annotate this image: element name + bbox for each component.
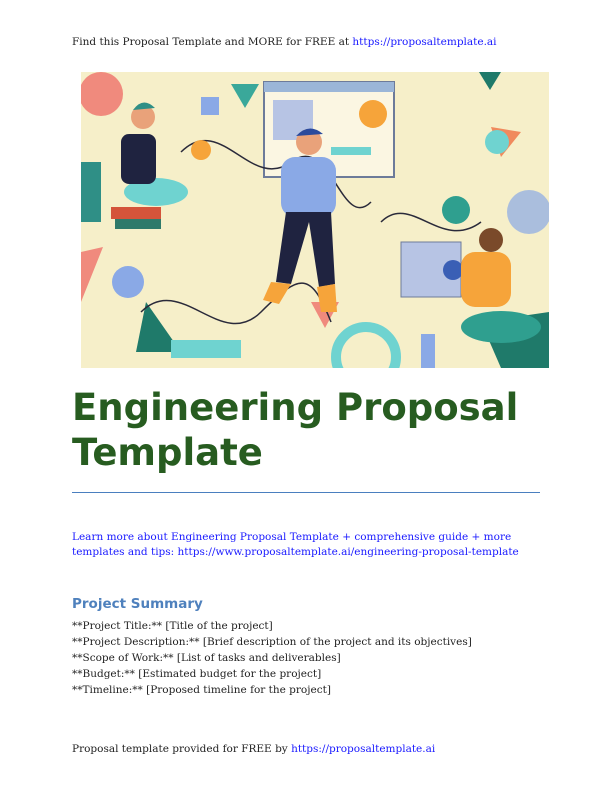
page-header (72, 36, 497, 48)
summary-item-budget: **Budget:** [Estimated budget for the project] (72, 668, 322, 680)
page-footer (72, 743, 435, 755)
summary-item-title: **Project Title:** [Title of the project] (72, 620, 273, 632)
learn-more-link[interactable]: Learn more about Engineering Proposal Template + comprehensive guide + more templates and tips: https://www.proposaltemplate.ai/engineering-proposal-template (72, 531, 519, 559)
footer-text: Proposal template provided for FREE by (72, 743, 292, 755)
footer-link[interactable]: https://proposaltemplate.ai (291, 743, 436, 755)
summary-item-description: **Project Description:** [Brief description of the project and its objectives] (72, 636, 472, 648)
header-link[interactable]: https://proposaltemplate.ai (352, 36, 497, 48)
document-title: Engineering Proposal Template (72, 386, 519, 475)
summary-item-scope: **Scope of Work:** [List of tasks and deliverables] (72, 652, 341, 664)
hero-illustration (81, 72, 549, 368)
project-summary-heading: Project Summary (72, 596, 203, 612)
header-text: Find this Proposal Template and MORE for FREE at (72, 36, 353, 48)
title-divider (72, 492, 540, 493)
summary-item-timeline: **Timeline:** [Proposed timeline for the project] (72, 684, 331, 696)
engineering-collaboration-illustration (81, 72, 549, 368)
project-summary-list (72, 618, 472, 698)
